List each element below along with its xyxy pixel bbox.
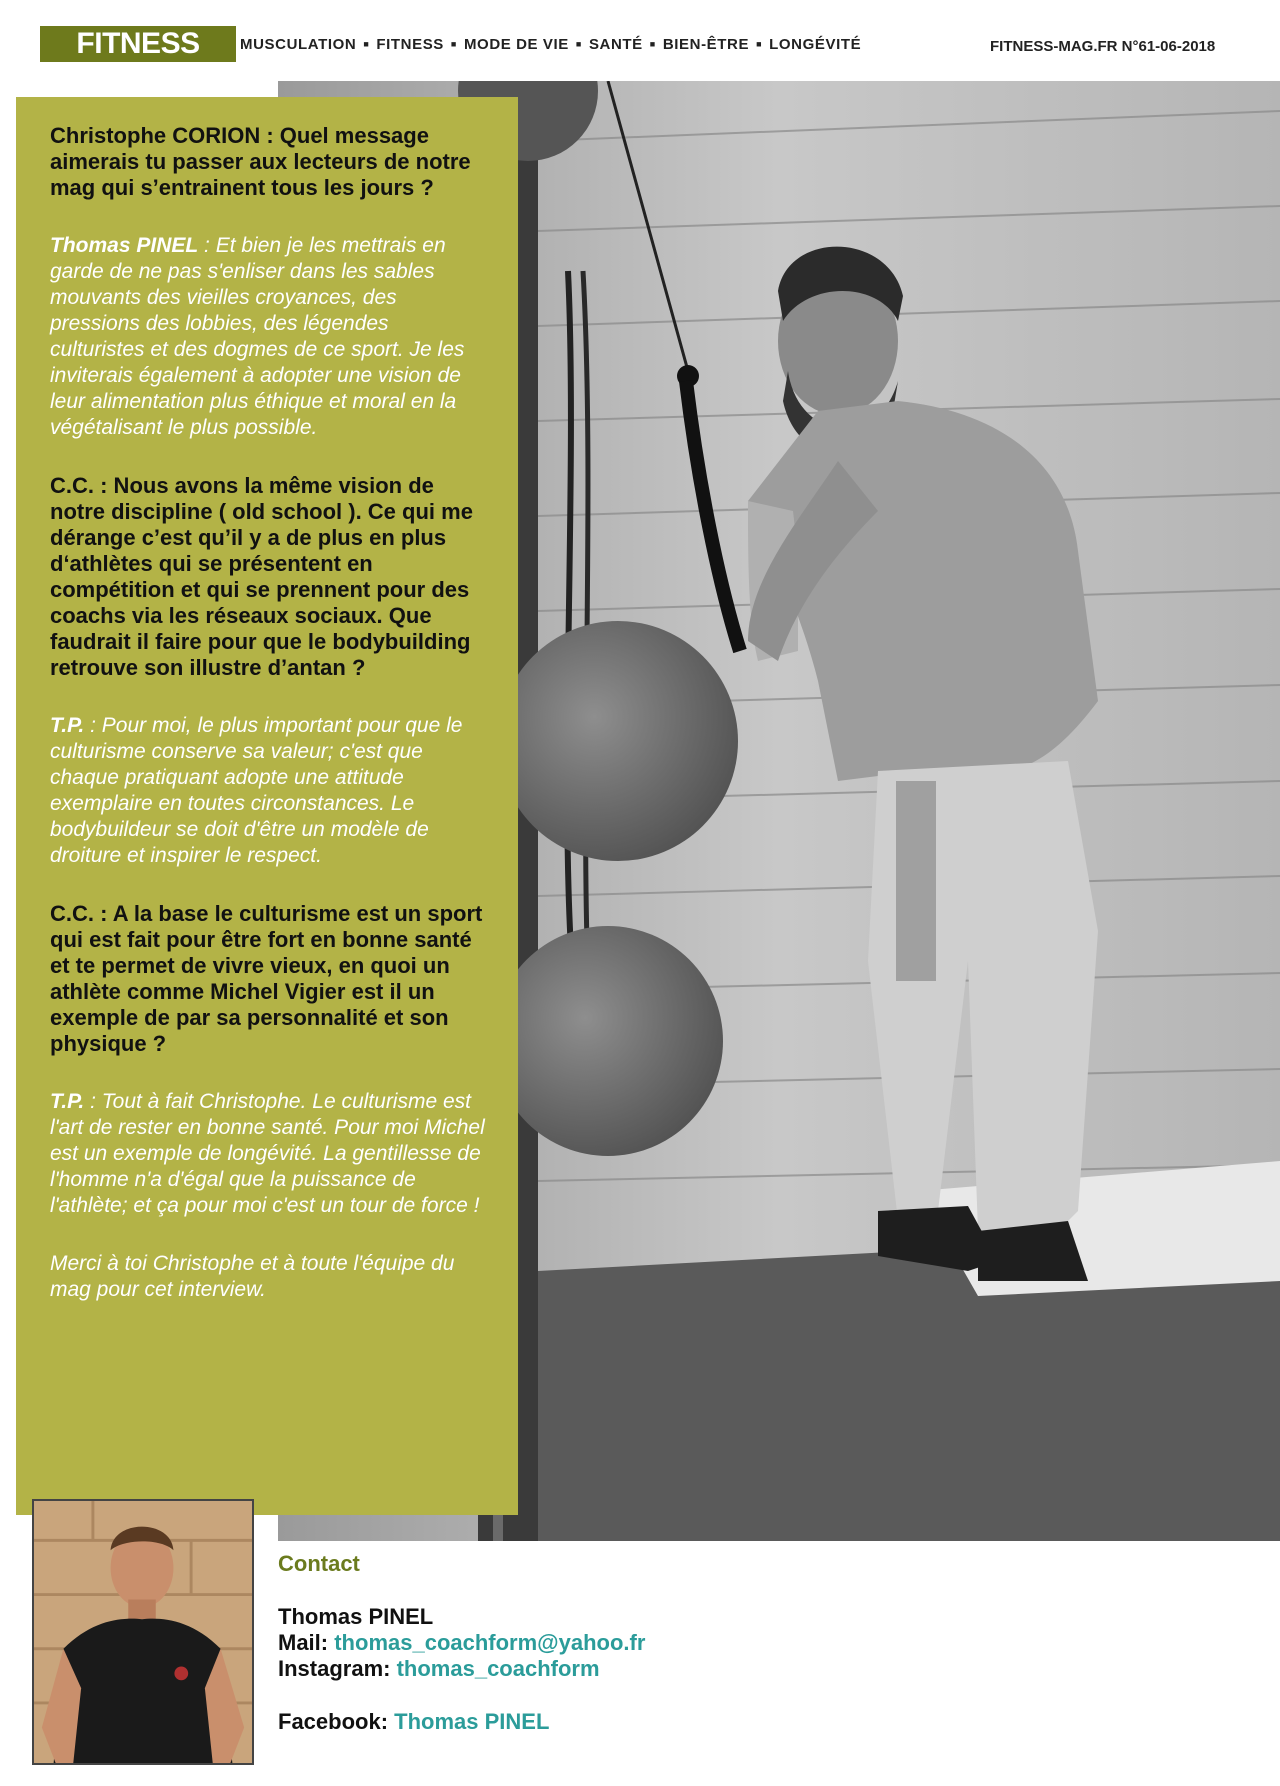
answer-3-text: : Tout à fait Christophe. Le culturisme est l'art de rester en bonne santé. Pour moi Michel est un exemple de longévité. La gentillesse de l'homme n'a d'égal que la puissance de l'athlète; et ça pour moi c'est un tour de force ! — [50, 1090, 485, 1217]
answer-1 — [50, 233, 488, 441]
header-nav — [240, 36, 861, 53]
contact-instagram — [278, 1656, 645, 1682]
answer-2-text: : Pour moi, le plus important pour que le culturisme conserve sa valeur; c'est que chaque pratiquant adopte une attitude exemplaire en toutes circonstances. Le bodybuildeur se doit d'être un modèle de droiture et inspirer le respect. — [50, 714, 463, 867]
contact-facebook — [278, 1709, 645, 1735]
nav-separator: ■ — [450, 39, 457, 49]
nav-separator: ■ — [363, 39, 370, 49]
closing-remark: Merci à toi Christophe et à toute l'équipe du mag pour cet interview. — [50, 1252, 455, 1301]
facebook-link[interactable]: Thomas PINEL — [394, 1709, 550, 1734]
instagram-label: Instagram: — [278, 1656, 397, 1681]
coach-portrait — [32, 1499, 254, 1765]
answer-2 — [50, 713, 488, 869]
mail-link[interactable]: thomas_coachform@yahoo.fr — [334, 1630, 646, 1655]
contact-block — [278, 1551, 645, 1735]
nav-item-sante[interactable]: SANTÉ — [588, 36, 643, 53]
contact-mail — [278, 1630, 645, 1656]
pants-logo — [896, 781, 936, 981]
answer-3 — [50, 1089, 488, 1219]
nav-item-bien-etre[interactable]: BIEN-ÊTRE — [662, 36, 750, 53]
answer-1-text: : Et bien je les mettrais en garde de ne pas s'enliser dans les sables mouvants des vieilles croyances, des pressions des lobbies, des légendes culturistes et des dogmes de ce sport. Je les inviterais également à adopter une vision de leur alimentation plus éthique et moral en la végétalisant le plus possible. — [50, 234, 465, 439]
question-3: C.C. : A la base le culturisme est un sport qui est fait pour être fort en bonne santé et te permet de vivre vieux, en quoi un athlète comme Michel Vigier est il un exemple de par sa personnalité et son physique ? — [50, 901, 483, 1056]
contact-name: Thomas PINEL — [278, 1604, 434, 1629]
instagram-link[interactable]: thomas_coachform — [396, 1656, 600, 1681]
answer-3-speaker: T.P. — [50, 1090, 85, 1113]
nav-item-musculation[interactable]: MUSCULATION — [240, 36, 357, 53]
interview-panel — [16, 97, 518, 1515]
nav-separator: ■ — [756, 39, 763, 49]
coach-portrait-illustration — [34, 1501, 252, 1763]
nav-item-mode-de-vie[interactable]: MODE DE VIE — [463, 36, 569, 53]
nav-separator: ■ — [649, 39, 656, 49]
nav-item-fitness[interactable]: FITNESS — [376, 36, 444, 53]
mail-label: Mail: — [278, 1630, 335, 1655]
answer-2-speaker: T.P. — [50, 714, 85, 737]
question-2: C.C. : Nous avons la même vision de notre discipline ( old school ). Ce qui me dérange c’est qu’il y a de plus en plus d‘athlètes qui se présentent en compétition et qui se prennent pour des coachs via les réseaux sociaux. Que faudrait il faire pour que le bodybuilding retrouve son illustre d’antan ? — [50, 473, 473, 680]
contact-title: Contact — [278, 1551, 360, 1576]
facebook-label: Facebook: — [278, 1709, 395, 1734]
nav-separator: ■ — [575, 39, 582, 49]
issue-number: FITNESS-MAG.FR N°61-06-2018 — [990, 38, 1216, 55]
question-1: Christophe CORION : Quel message aimerais tu passer aux lecteurs de notre mag qui s’entrainent tous les jours ? — [50, 123, 471, 200]
answer-1-speaker: Thomas PINEL — [50, 234, 199, 257]
nav-item-longevite[interactable]: LONGÉVITÉ — [769, 36, 862, 53]
magazine-logo[interactable]: FITNESS MAG — [40, 26, 236, 62]
